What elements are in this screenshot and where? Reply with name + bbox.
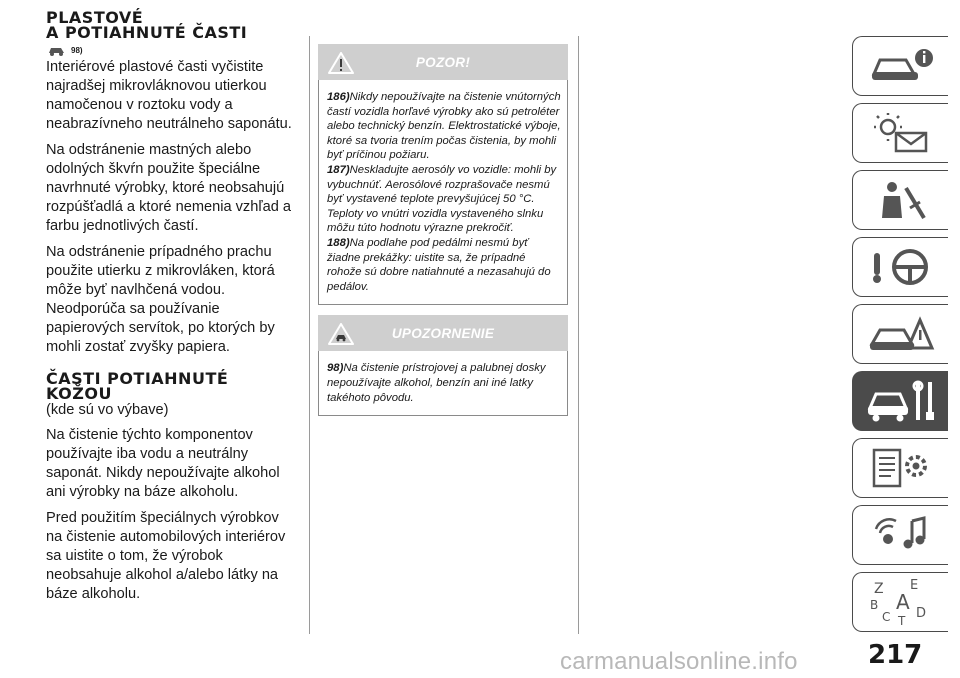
steering-icon — [866, 245, 936, 289]
index-icon — [866, 577, 936, 627]
column-divider-right — [578, 36, 579, 634]
svg-text:C: C — [881, 610, 890, 624]
svg-text:D: D — [915, 606, 926, 621]
svg-text:A: A — [895, 590, 910, 614]
tab-safety[interactable] — [852, 170, 948, 230]
tab-multimedia[interactable] — [852, 505, 948, 565]
tab-index[interactable] — [852, 572, 948, 632]
svg-text:T: T — [897, 614, 905, 627]
notice-title: UPOZORNENIE — [391, 325, 495, 341]
tab-warning-lights[interactable] — [852, 103, 948, 163]
warning-title: POZOR! — [415, 54, 471, 70]
notice-item: 98)Na čistenie prístrojovej a palubnej dosky nepoužívajte alkohol, benzín ani iné latky takéhoto pôvodu. — [327, 362, 546, 404]
paragraph-4: Na čistenie týchto komponentov používajte iba vodu a neutrálny saponát. Nikdy nepoužívajte alkohol ani výrobky na báze alkoholu. — [46, 427, 280, 500]
car-reference-icon — [46, 44, 68, 56]
reference-row — [46, 44, 298, 56]
watermark: carmanualsonline.info — [560, 648, 798, 675]
tab-maintenance[interactable] — [852, 371, 948, 431]
car-info-icon — [866, 44, 936, 88]
warning-item: 186)Nikdy nepoužívajte na čistenie vnútorných častí vozidla horľavé výrobky ako sú petroléter alebo technický benzín. Elektrostatické výboje, ktoré sa tvoria trením počas čistenia, by mohli byť príčinou požiaru. — [327, 91, 561, 162]
column-divider-left — [309, 36, 310, 634]
notice-body — [318, 351, 568, 416]
tab-technical-data[interactable] — [852, 438, 948, 498]
warning-item: 188)Na podlahe pod pedálmi nesmú byť žiadne prekážky: uistite sa, že prípadné rohože sú dobre natiahnuté a nezasahujú do pedálov. — [327, 236, 551, 293]
maintenance-icon — [864, 378, 938, 424]
warning-lights-icon — [866, 111, 936, 155]
emergency-icon — [866, 312, 936, 356]
warning-triangle-icon — [328, 52, 354, 74]
multimedia-icon — [866, 513, 936, 557]
tab-steering[interactable] — [852, 237, 948, 297]
safety-icon — [866, 178, 936, 222]
warning-item: 187)Neskladujte aerosóly vo vozidle: mohli by vybuchnúť. Aerosólové rozprašovače nesmú byť vystavené teplote prevyšujúcej 50 °C. Teploty vo vnútri vozidla vystaveného slnku môžu túto hodnotu výrazne prekročiť. — [327, 163, 557, 235]
paragraph-5: Pred použitím špeciálnych výrobkov na čistenie automobilových interiérov sa uistite o tom, že výrobok neobsahuje alkohol a/alebo látky na báze alkoholu. — [46, 510, 286, 602]
tab-emergency[interactable] — [852, 304, 948, 364]
technical-data-icon — [866, 446, 936, 490]
paragraph-1: Interiérové plastové časti vyčistite najradšej mikrovláknovou utierkou namočenou v roztoku vody a neabrazívneho neutrálneho saponátu. — [46, 59, 292, 132]
chapter-sidebar — [852, 36, 950, 639]
section-title-plastic: PLASTOVÉ A POTIAHNUTÉ ČASTI — [46, 8, 248, 42]
svg-text:B: B — [869, 598, 878, 612]
car-notice-triangle-icon — [328, 323, 354, 345]
svg-text:E: E — [909, 578, 918, 593]
equipment-note: (kde sú vo výbave) — [46, 402, 169, 418]
notice-header — [318, 315, 568, 351]
reference-number: 98) — [71, 45, 83, 55]
warning-header — [318, 44, 568, 80]
left-column — [46, 10, 298, 611]
paragraph-3: Na odstránenie prípadného prachu použite utierku z mikrovláken, ktorá môže byť navlhčená vodou. Neodporúča sa používanie papierových servítok, po ktorých by mohli zostať zvyšky papiera. — [46, 244, 275, 355]
page-number: 217 — [868, 640, 923, 670]
section-title-leather: ČASTI POTIAHNUTÉ KOŽOU — [46, 369, 229, 403]
middle-column — [318, 44, 568, 416]
svg-text:Z: Z — [873, 581, 884, 597]
warning-body — [318, 80, 568, 305]
tab-car-info[interactable] — [852, 36, 948, 96]
paragraph-2: Na odstránenie mastných alebo odolných škvŕn použite špeciálne navrhnuté výrobky, ktoré neobsahujú rozpúšťadlá a ktoré nemenia vzhľad a farbu jednotlivých častí. — [46, 142, 291, 234]
